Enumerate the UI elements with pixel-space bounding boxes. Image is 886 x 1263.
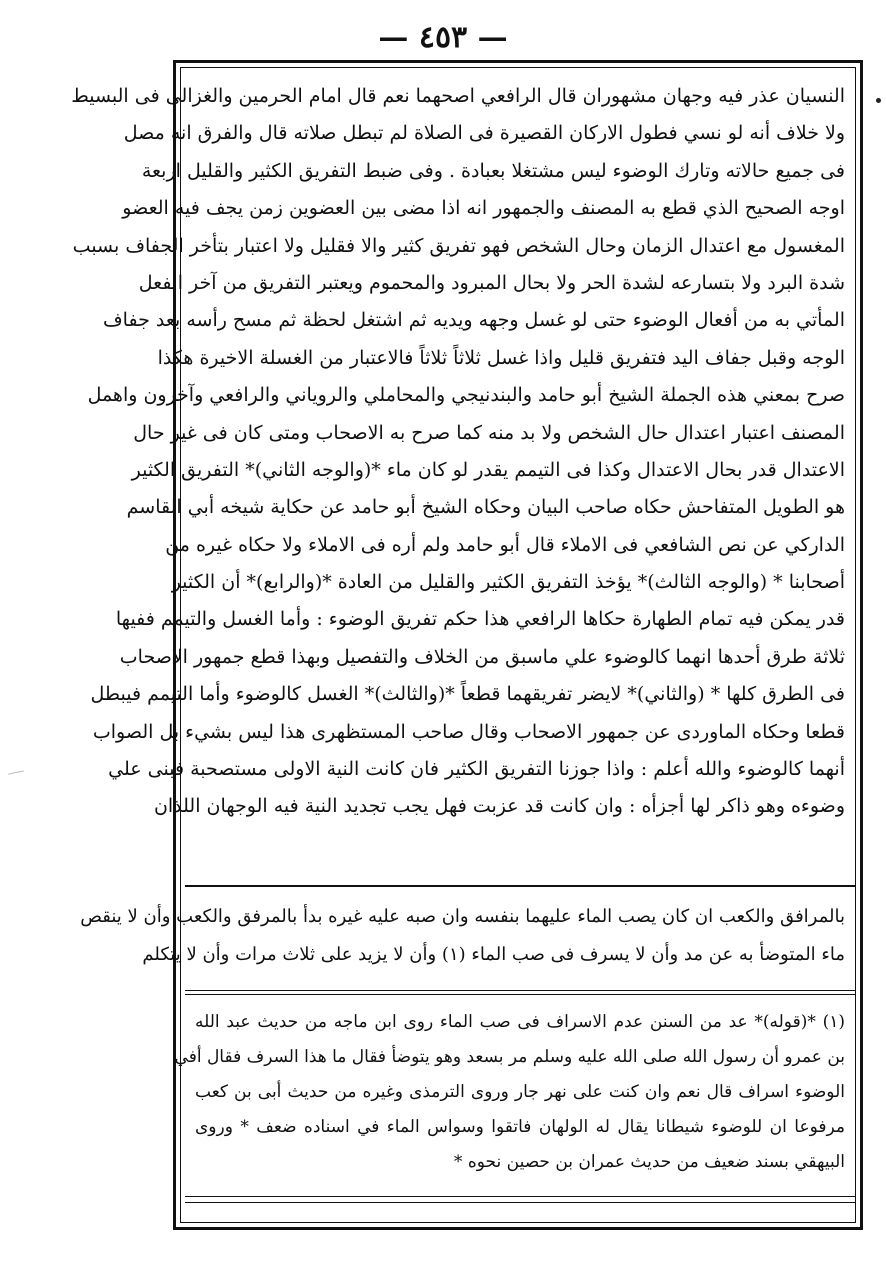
main-text-line: المأتي به من أفعال الوضوء حتى لو غسل وجهه ويديه ثم اشتغل لحظة ثم مسح رأسه بعد جفاف	[102, 309, 845, 332]
margin-mark	[8, 770, 24, 774]
footnote-divider-top-second	[185, 994, 855, 995]
main-text-line: فى جميع حالاته وتارك الوضوء ليس مشتغلا بعبادة . وفى ضبط التفريق الكثير والقليل اربعة	[141, 159, 845, 182]
footnote-line: مرفوعا ان للوضوء شيطانا يقال له الولهان فاتقوا وسواس الماء في اسناده ضعف * وروى	[195, 1117, 845, 1137]
main-text-line: فى الطرق كلها * (والثاني)* لايضر تفريقهما قطعاً *(والثالث)* الغسل كالوضوء وأما التيمم فيبطل	[90, 683, 845, 706]
main-text-line: أصحابنا * (والوجه الثالث)* يؤخذ التفريق الكثير والقليل من العادة *(والرابع)* أن الكثير	[171, 571, 845, 594]
footnote-block	[174, 1005, 845, 1180]
margin-dot	[876, 98, 881, 103]
main-text-line: ثلاثة طرق أحدها انهما كالوضوء علي ماسبق من الخلاف والتفصيل وبهذا قطع جمهور الاصحاب	[119, 645, 845, 668]
main-text-block	[71, 78, 845, 826]
continuation-line: بالمرافق والكعب ان كان يصب الماء عليهما بنفسه وان صبه عليه غيره بدأ بالمرفق والكعب وأن لا ينقص	[80, 906, 845, 927]
main-text-line: صرح بمعني هذه الجملة الشيخ أبو حامد والبندنيجي والمحاملي والروياني والرافعي وآخرون واهمل	[87, 384, 845, 407]
continuation-line: ماء المتوضأ به عن مد وأن لا يسرف فى صب الماء (١) وأن لا يزيد على ثلاث مرات وأن لا يتكلم	[142, 944, 845, 965]
main-text-line: وضوءه وهو ذاكر لها أجزأه : وان كانت قد عزبت فهل يجب تجديد النية فيه الوجهان اللذان	[153, 795, 845, 818]
footnote-line: الوضوء اسراف قال نعم وان كنت على نهر جار وروى الترمذى وغيره من حديث أبى بن كعب	[195, 1082, 845, 1102]
page-number: — ٤٥٣ —	[378, 20, 508, 55]
bottom-divider	[185, 1196, 855, 1197]
footnote-divider-top	[185, 990, 855, 991]
footnote-line: (١) *(قوله)* عد من السنن عدم الاسراف فى صب الماء روى ابن ماجه من حديث عبد الله	[195, 1012, 845, 1032]
main-text-line: هو الطويل المتفاحش حكاه صاحب البيان وحكاه الشيخ أبو حامد عن حكاية شيخه أبي القاسم	[126, 496, 845, 519]
continuation-text-block	[80, 898, 845, 974]
main-text-line: النسيان عذر فيه وجهان مشهوران قال الرافعي اصحهما نعم قال امام الحرمين والغزالى فى البسيط	[71, 85, 845, 107]
main-text-line: قدر يمكن فيه تمام الطهارة حكاها الرافعي هذا حكم تفريق الوضوء : وأما الغسل والتيمم ففيها	[115, 608, 845, 631]
main-text-line: قطعا وحكاه الماوردى عن جمهور الاصحاب وقال صاحب المستظهرى هذا ليس بشيء بل الصواب	[92, 720, 845, 743]
main-text-line: الوجه وقبل جفاف اليد فتفريق قليل واذا غسل ثلاثاً ثلاثاً فالاعتبار من الغسلة الاخيرة هكذا	[157, 346, 845, 369]
main-text-line: المصنف اعتبار اعتدال حال الشخص ولا بد منه كما صرح به الاصحاب ومتى كان فى غير حال	[133, 421, 845, 444]
section-divider	[185, 885, 855, 887]
bottom-divider-second	[185, 1202, 855, 1203]
main-text-line: أنهما كالوضوء والله أعلم : واذا جوزنا التفريق الكثير فان كانت النية الاولى مستصحبة فبنى علي	[108, 758, 845, 781]
main-text-line: اوجه الصحيح الذي قطع به المصنف والجمهور انه اذا مضى بين العضوين زمن يجف فيه العضو	[122, 197, 845, 220]
main-text-line: الاعتدال قدر بحال الاعتدال وكذا فى التيمم يقدر لو كان ماء *(والوجه الثاني)* التفريق الكثير	[131, 458, 845, 481]
footnote-line: بن عمرو أن رسول الله صلى الله عليه وسلم مر بسعد وهو يتوضأ فقال ما هذا السرف فقال أفي	[174, 1047, 845, 1067]
main-text-line: ولا خلاف أنه لو نسي فطول الاركان القصيرة فى الصلاة لم تبطل صلاته قال والفرق انه مصل	[123, 122, 845, 145]
main-text-line: المغسول مع اعتدال الزمان وحال الشخص فهو تفريق كثير والا فقليل ولا اعتبار بتأخر الجفاف بسبب	[72, 234, 845, 257]
main-text-line: شدة البرد ولا بتسارعه لشدة الحر ولا بحال المبرود والمحموم ويعتبر التفريق من آخر الفعل	[138, 271, 845, 294]
main-text-line: الداركي عن نص الشافعي فى الاملاء قال أبو حامد ولم أره فى الاملاء ولا حكاه غيره من	[165, 533, 845, 556]
footnote-line-last: البيهقي بسند ضعيف من حديث عمران بن حصين نحوه *	[453, 1152, 845, 1172]
